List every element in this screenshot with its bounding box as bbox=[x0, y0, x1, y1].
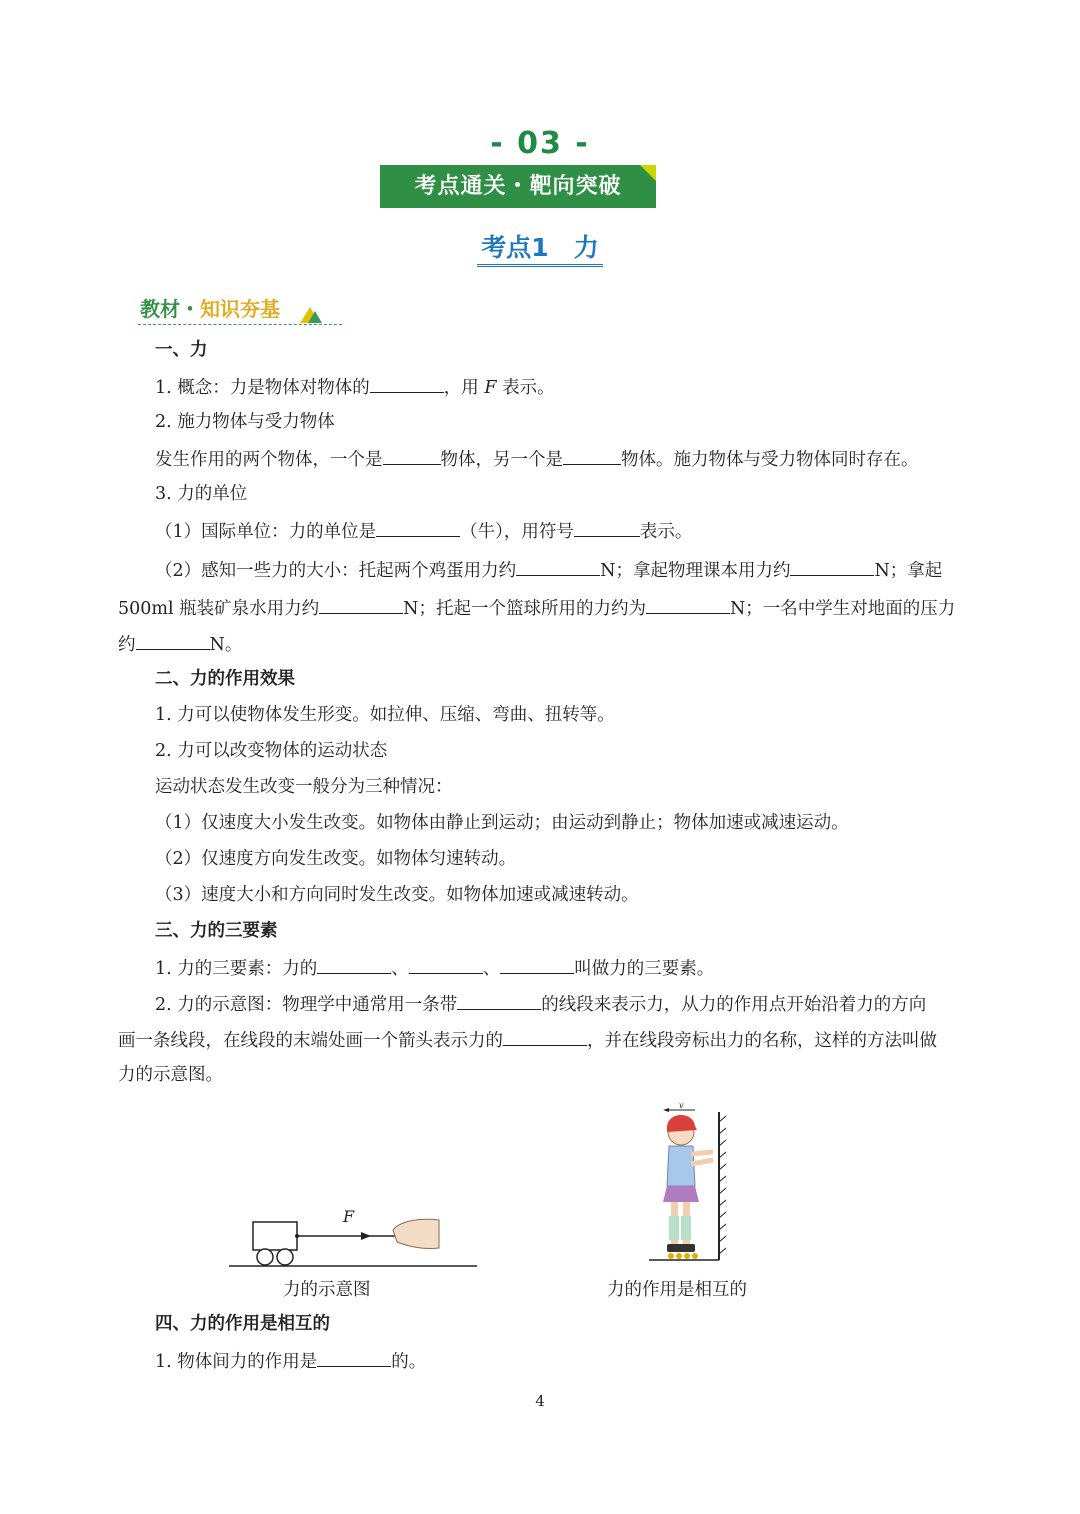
force-diagram-figure bbox=[225, 1200, 485, 1272]
effects-line-4: （1）仅速度大小发生改变。如物体由静止到运动；由运动到静止；物体加速或减速运动。 bbox=[155, 813, 849, 833]
skate-wheel bbox=[684, 1253, 690, 1259]
wall-hatching bbox=[719, 1116, 726, 1254]
hand-icon bbox=[393, 1219, 439, 1248]
velocity-label: v bbox=[679, 1102, 684, 1110]
diagram-line-1: 2. 力的示意图：物理学中通常用一条带 的线段来表示力，从力的作用点开始沿着力的方向 bbox=[155, 991, 1015, 1017]
arm-upper bbox=[691, 1152, 713, 1154]
blank bbox=[317, 1348, 391, 1367]
blank bbox=[136, 631, 210, 650]
effects-line-6: （3）速度大小和方向同时发生改变。如物体加速或减速转动。 bbox=[155, 885, 639, 905]
section-banner: 考点通关・靶向突破 bbox=[380, 165, 656, 208]
subheading-unit: 3. 力的单位 bbox=[155, 484, 248, 504]
skates bbox=[667, 1244, 695, 1252]
mutual-force-figure bbox=[645, 1102, 735, 1266]
blank bbox=[319, 595, 403, 614]
magnitude-line-1: （2）感知一些力的大小：托起两个鸡蛋用力约 N；拿起物理课本用力约 N；拿起 bbox=[155, 557, 1015, 583]
skate-wheel bbox=[692, 1253, 698, 1259]
shirt bbox=[667, 1146, 695, 1186]
banner-corner-decoration bbox=[640, 165, 656, 181]
heading-force: 一、力 bbox=[155, 340, 208, 360]
unit-line: （1）国际单位：力的单位是 （牛），用符号 表示。 bbox=[155, 518, 1015, 544]
heading-effects: 二、力的作用效果 bbox=[155, 669, 295, 689]
badge-part1: 教材・ bbox=[140, 297, 200, 321]
blank bbox=[500, 955, 574, 974]
blank bbox=[790, 557, 874, 576]
blank bbox=[457, 991, 541, 1010]
force-arrowhead bbox=[361, 1232, 371, 1240]
blank bbox=[574, 518, 640, 537]
effects-line-2: 2. 力可以改变物体的运动状态 bbox=[155, 741, 388, 761]
velocity-arrowhead bbox=[663, 1108, 669, 1112]
blank bbox=[370, 374, 444, 393]
magnitude-line-3: 约 N。 bbox=[118, 631, 978, 657]
mountain-small-icon bbox=[308, 311, 322, 323]
diagram-line-2: 画一条线段，在线段的末端处画一个箭头表示力的 ，并在线段旁标出力的名称，这样的方法叫做 bbox=[118, 1027, 978, 1053]
force-label: F bbox=[343, 1207, 355, 1226]
elements-line: 1. 力的三要素：力的 、 、 叫做力的三要素。 bbox=[155, 955, 1015, 981]
caption-mutual-force: 力的作用是相互的 bbox=[607, 1280, 747, 1300]
skirt bbox=[663, 1186, 699, 1202]
blank bbox=[516, 557, 600, 576]
effects-line-5: （2）仅速度方向发生改变。如物体匀速转动。 bbox=[155, 849, 517, 869]
page-number: 4 bbox=[535, 1392, 545, 1410]
blank bbox=[317, 955, 391, 974]
knowledge-badge bbox=[140, 293, 280, 322]
magnitude-line-2: 500ml 瓶装矿泉水用力约 N；托起一个篮球所用的力约为 N；一名中学生对地面的压力 bbox=[118, 595, 978, 621]
sock-right bbox=[681, 1216, 691, 1240]
effects-line-3: 运动状态发生改变一般分为三种情况： bbox=[155, 777, 453, 797]
topic-title: 考点1 力 bbox=[0, 228, 1080, 264]
badge-underline bbox=[138, 324, 342, 325]
blank bbox=[563, 446, 621, 465]
blank bbox=[503, 1027, 587, 1046]
subheading-objects: 2. 施力物体与受力物体 bbox=[155, 412, 335, 432]
section-number: - 03 - bbox=[490, 126, 590, 161]
concept-line: 1. 概念：力是物体对物体的 ，用 F 表示。 bbox=[155, 374, 1015, 400]
skate-wheel bbox=[676, 1253, 682, 1259]
cart-body bbox=[253, 1222, 297, 1250]
diagram-line-3: 力的示意图。 bbox=[118, 1065, 223, 1085]
blank bbox=[409, 955, 483, 974]
helmet bbox=[667, 1115, 697, 1132]
blank bbox=[646, 595, 730, 614]
cart-wheel-right bbox=[277, 1249, 293, 1265]
effects-line-1: 1. 力可以使物体发生形变。如拉伸、压缩、弯曲、扭转等。 bbox=[155, 705, 615, 725]
heading-three-elements: 三、力的三要素 bbox=[155, 921, 278, 941]
blank bbox=[383, 446, 441, 465]
cart-wheel-left bbox=[257, 1249, 273, 1265]
arm-lower bbox=[691, 1160, 713, 1164]
heading-mutual: 四、力的作用是相互的 bbox=[155, 1314, 330, 1334]
sock-left bbox=[669, 1216, 679, 1240]
caption-force-diagram: 力的示意图 bbox=[283, 1280, 371, 1300]
skate-wheel bbox=[668, 1253, 674, 1259]
blank bbox=[376, 518, 460, 537]
badge-part2: 知识夯基 bbox=[200, 297, 280, 321]
objects-line: 发生作用的两个物体，一个是 物体，另一个是 物体。施力物体与受力物体同时存在。 bbox=[155, 446, 1015, 472]
mutual-line: 1. 物体间力的作用是 的。 bbox=[155, 1348, 1015, 1374]
